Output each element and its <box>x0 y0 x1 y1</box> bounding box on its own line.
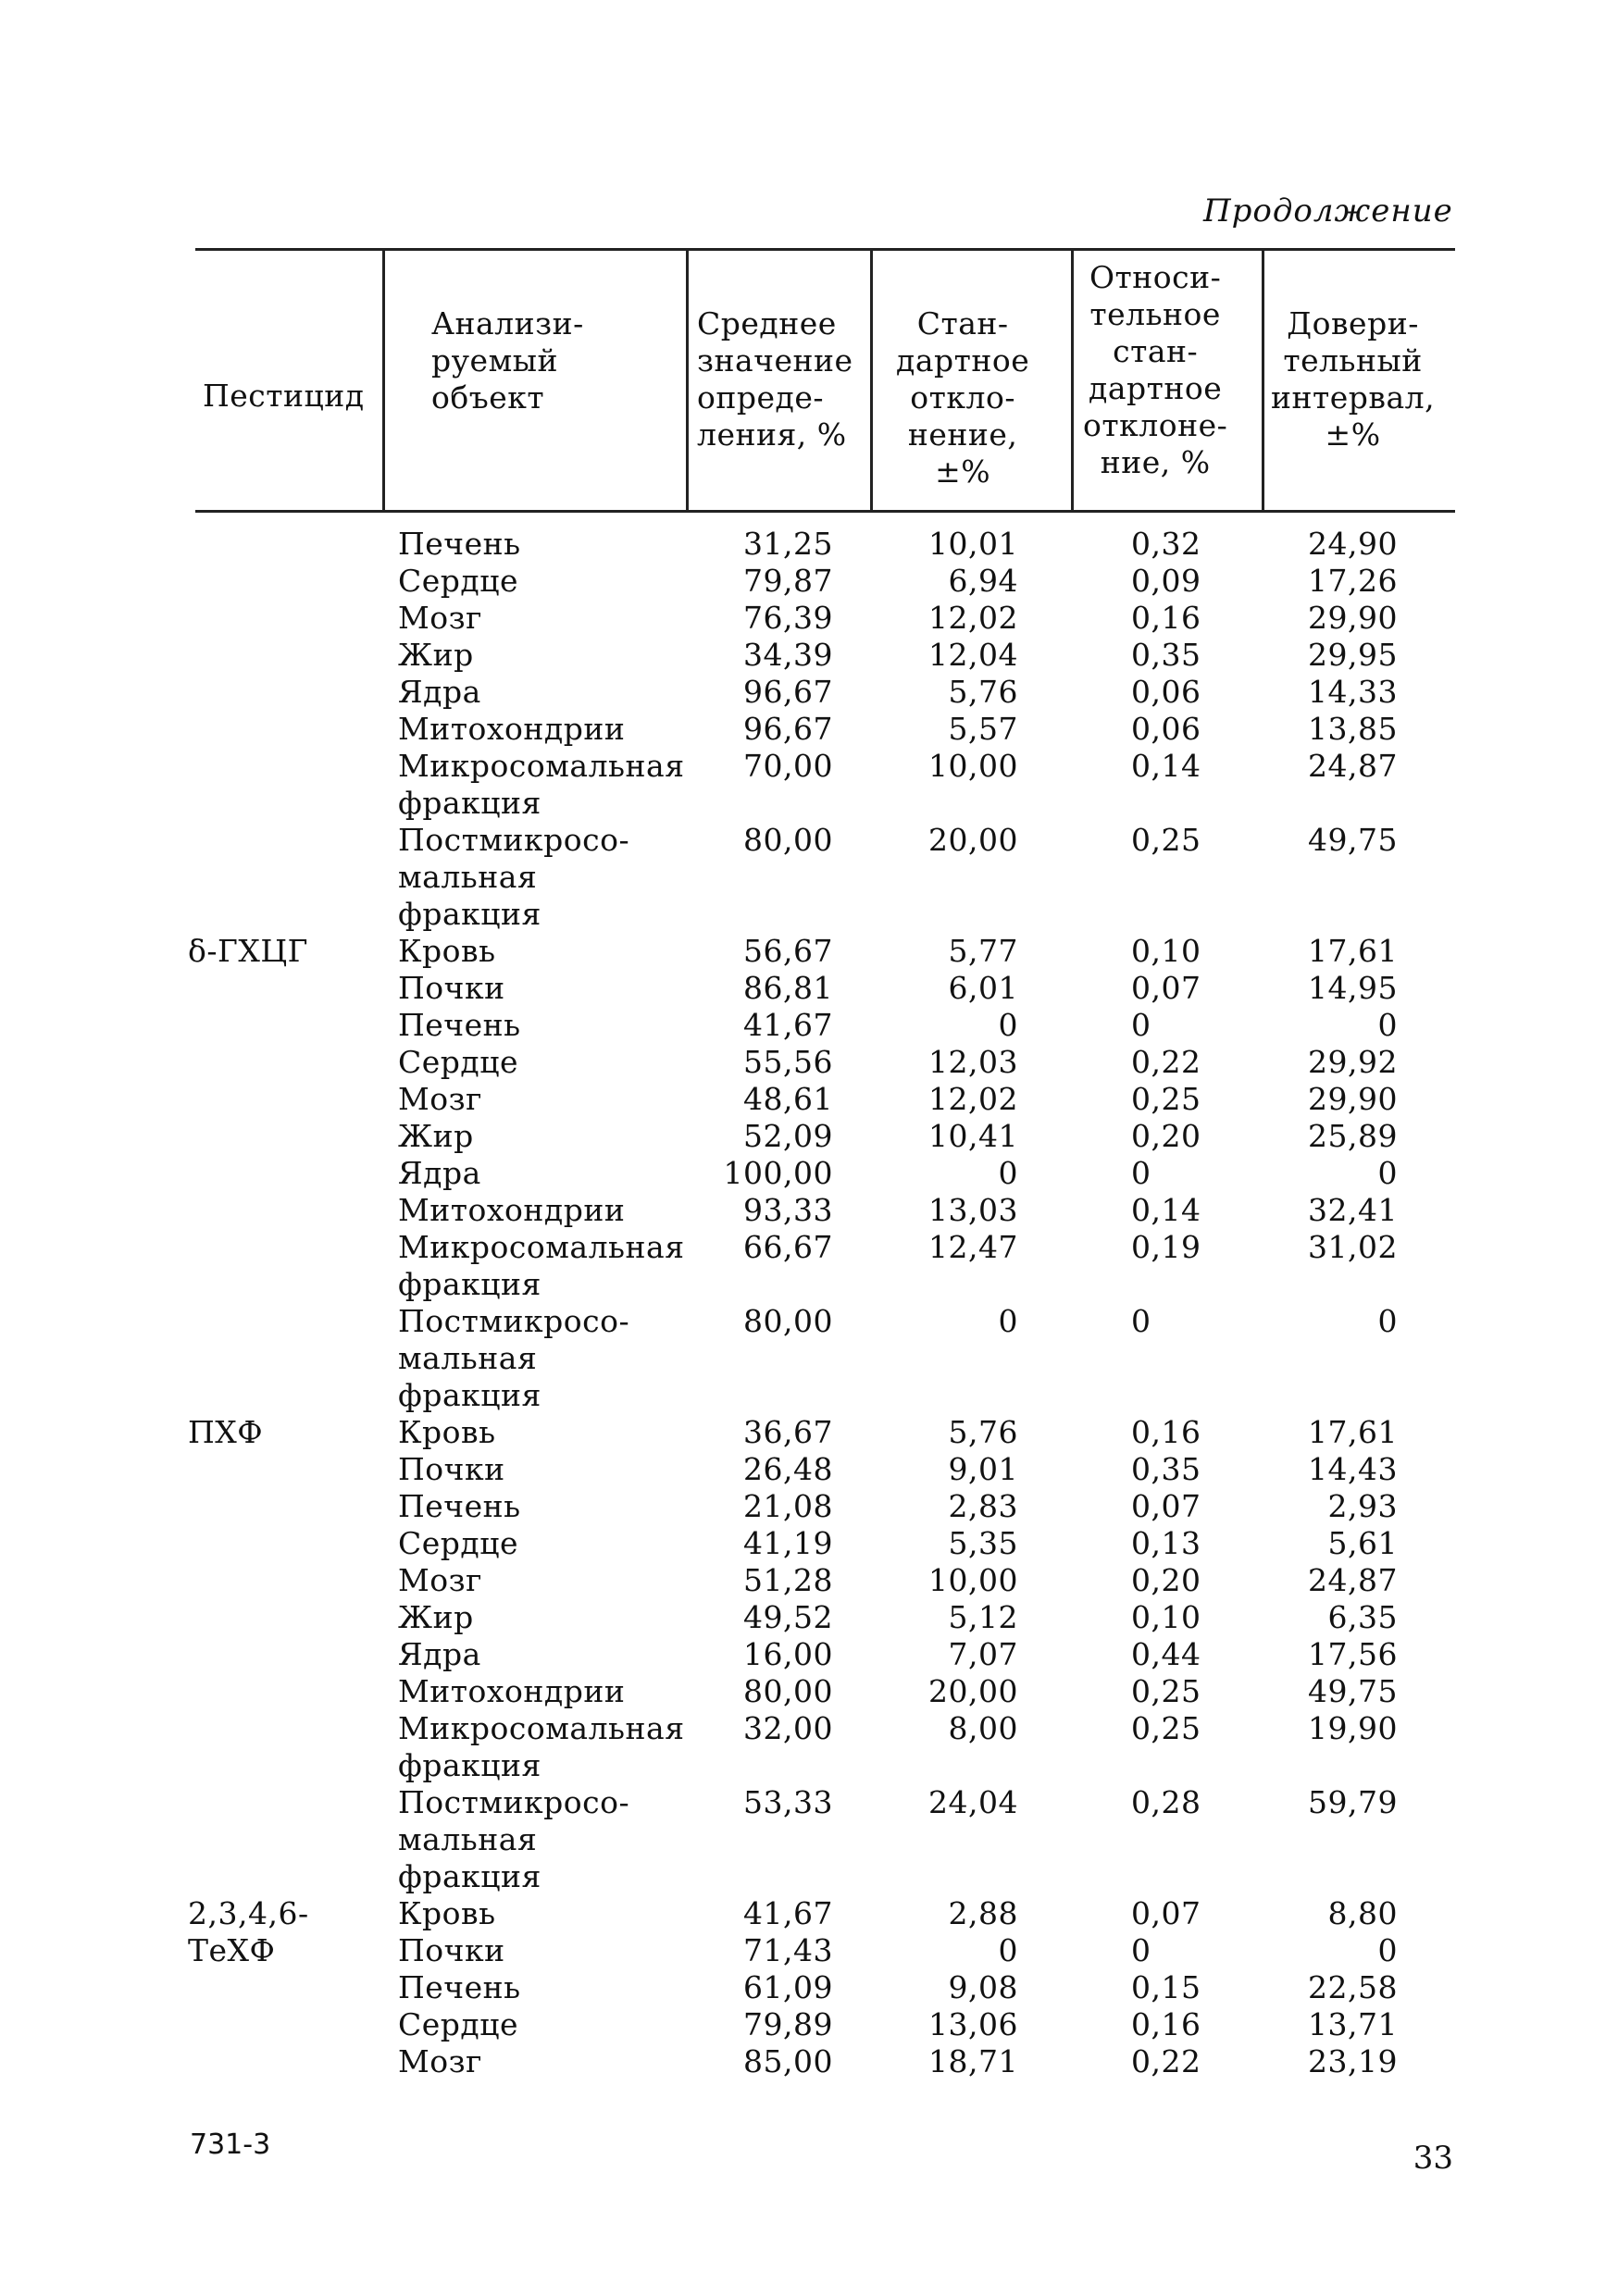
table-row <box>0 1710 1618 1784</box>
rsd-cell: 0 <box>1131 1155 1151 1191</box>
mean-cell: 21,08 <box>743 1488 833 1524</box>
sd-cell: 8,00 <box>948 1710 1018 1746</box>
object-cell: Постмикросо- мальная фракция <box>398 1784 630 1894</box>
mean-cell: 56,67 <box>743 933 833 969</box>
sd-cell: 5,76 <box>948 1414 1018 1450</box>
object-cell: Сердце <box>398 563 518 599</box>
mean-cell: 34,39 <box>743 637 833 673</box>
table-row <box>0 1303 1618 1414</box>
rsd-cell: 0,07 <box>1131 1895 1201 1931</box>
sd-cell: 10,00 <box>928 1562 1018 1598</box>
rsd-cell: 0,32 <box>1131 526 1201 562</box>
ci-cell: 22,58 <box>1308 1969 1398 2005</box>
ci-cell: 6,35 <box>1327 1599 1398 1635</box>
ci-cell: 17,26 <box>1308 563 1398 599</box>
ci-cell: 0 <box>1377 1007 1398 1043</box>
object-cell: Кровь <box>398 1414 496 1450</box>
rsd-cell: 0,06 <box>1131 674 1201 710</box>
rsd-cell: 0,16 <box>1131 600 1201 636</box>
mean-cell: 79,89 <box>743 2006 833 2042</box>
mean-cell: 70,00 <box>743 748 833 784</box>
mean-cell: 86,81 <box>743 970 833 1006</box>
ci-cell: 13,71 <box>1308 2006 1398 2042</box>
table-row <box>0 1525 1618 1562</box>
table-row <box>0 2006 1618 2043</box>
table-row <box>0 1451 1618 1488</box>
table-row <box>0 1414 1618 1451</box>
rsd-cell: 0,10 <box>1131 933 1201 969</box>
header-pesticide: Пестицид <box>203 378 365 414</box>
object-cell: Мозг <box>398 2043 482 2079</box>
object-cell: Мозг <box>398 1562 482 1598</box>
object-cell: Жир <box>398 1118 474 1154</box>
ci-cell: 8,80 <box>1327 1895 1398 1931</box>
sd-cell: 20,00 <box>928 1673 1018 1709</box>
ci-cell: 0 <box>1377 1155 1398 1191</box>
header-mean: Среднее значение опреде- ления, % <box>697 305 853 453</box>
sd-cell: 5,76 <box>948 674 1018 710</box>
pesticide-cell: ПХФ <box>188 1414 264 1450</box>
sd-cell: 10,01 <box>928 526 1018 562</box>
mean-cell: 32,00 <box>743 1710 833 1746</box>
ci-cell: 17,56 <box>1308 1636 1398 1672</box>
sd-cell: 5,77 <box>948 933 1018 969</box>
sd-cell: 0 <box>998 1007 1018 1043</box>
table-row <box>0 1673 1618 1710</box>
table-row <box>0 1229 1618 1303</box>
print-code: 731-3 <box>190 2128 271 2161</box>
sd-cell: 2,88 <box>948 1895 1018 1931</box>
ci-cell: 49,75 <box>1308 822 1398 858</box>
mean-cell: 31,25 <box>743 526 833 562</box>
ci-cell: 29,95 <box>1308 637 1398 673</box>
sd-cell: 0 <box>998 1303 1018 1339</box>
column-divider <box>1071 250 1074 512</box>
rsd-cell: 0,16 <box>1131 1414 1201 1450</box>
pesticide-cell: 2,3,4,6- <box>188 1895 309 1931</box>
rsd-cell: 0,09 <box>1131 563 1201 599</box>
mean-cell: 76,39 <box>743 600 833 636</box>
table-row <box>0 822 1618 933</box>
object-cell: Мозг <box>398 600 482 636</box>
sd-cell: 2,83 <box>948 1488 1018 1524</box>
column-divider <box>870 250 873 512</box>
mean-cell: 53,33 <box>743 1784 833 1820</box>
object-cell: Сердце <box>398 2006 518 2042</box>
object-cell: Митохондрии <box>398 1673 626 1709</box>
ci-cell: 14,95 <box>1308 970 1398 1006</box>
rsd-cell: 0,25 <box>1131 1081 1201 1117</box>
rsd-cell: 0,19 <box>1131 1229 1201 1265</box>
ci-cell: 29,92 <box>1308 1044 1398 1080</box>
object-cell: Печень <box>398 1007 521 1043</box>
object-cell: Кровь <box>398 933 496 969</box>
sd-cell: 12,02 <box>928 1081 1018 1117</box>
continuation-label: Продолжение <box>1203 192 1453 230</box>
ci-cell: 17,61 <box>1308 933 1398 969</box>
rsd-cell: 0,35 <box>1131 1451 1201 1487</box>
table-row <box>0 1932 1618 1969</box>
mean-cell: 41,67 <box>743 1895 833 1931</box>
rsd-cell: 0,20 <box>1131 1118 1201 1154</box>
ci-cell: 0 <box>1377 1932 1398 1968</box>
table-row <box>0 748 1618 822</box>
mean-cell: 48,61 <box>743 1081 833 1117</box>
object-cell: Почки <box>398 1451 505 1487</box>
sd-cell: 6,01 <box>948 970 1018 1006</box>
sd-cell: 5,12 <box>948 1599 1018 1635</box>
rsd-cell: 0,14 <box>1131 748 1201 784</box>
object-cell: Ядра <box>398 1155 481 1191</box>
object-cell: Митохондрии <box>398 711 626 747</box>
column-divider <box>382 250 385 512</box>
object-cell: Кровь <box>398 1895 496 1931</box>
ci-cell: 59,79 <box>1308 1784 1398 1820</box>
sd-cell: 7,07 <box>948 1636 1018 1672</box>
rsd-cell: 0,25 <box>1131 822 1201 858</box>
ci-cell: 24,87 <box>1308 748 1398 784</box>
ci-cell: 29,90 <box>1308 1081 1398 1117</box>
rsd-cell: 0,06 <box>1131 711 1201 747</box>
mean-cell: 80,00 <box>743 1303 833 1339</box>
rsd-cell: 0,35 <box>1131 637 1201 673</box>
object-cell: Почки <box>398 1932 505 1968</box>
object-cell: Сердце <box>398 1044 518 1080</box>
sd-cell: 24,04 <box>928 1784 1018 1820</box>
sd-cell: 20,00 <box>928 822 1018 858</box>
rsd-cell: 0,07 <box>1131 1488 1201 1524</box>
mean-cell: 80,00 <box>743 822 833 858</box>
header-relative-sd: Относи- тельное стан- дартное отклоне- ние, % <box>1083 259 1228 480</box>
rsd-cell: 0,15 <box>1131 1969 1201 2005</box>
table-row <box>0 1155 1618 1192</box>
mean-cell: 96,67 <box>743 674 833 710</box>
rsd-cell: 0,07 <box>1131 970 1201 1006</box>
table-row <box>0 1599 1618 1636</box>
ci-cell: 23,19 <box>1308 2043 1398 2079</box>
rsd-cell: 0,25 <box>1131 1673 1201 1709</box>
mean-cell: 52,09 <box>743 1118 833 1154</box>
table-body <box>0 526 1618 2080</box>
object-cell: Печень <box>398 1969 521 2005</box>
rsd-cell: 0 <box>1131 1007 1151 1043</box>
sd-cell: 5,35 <box>948 1525 1018 1561</box>
ci-cell: 19,90 <box>1308 1710 1398 1746</box>
object-cell: Ядра <box>398 1636 481 1672</box>
object-cell: Микросомальная фракция <box>398 1229 685 1302</box>
object-cell: Печень <box>398 1488 521 1524</box>
table-row <box>0 2043 1618 2080</box>
ci-cell: 17,61 <box>1308 1414 1398 1450</box>
rsd-cell: 0 <box>1131 1932 1151 1968</box>
mean-cell: 93,33 <box>743 1192 833 1228</box>
sd-cell: 10,00 <box>928 748 1018 784</box>
sd-cell: 6,94 <box>948 563 1018 599</box>
table-row <box>0 1636 1618 1673</box>
table-row <box>0 1007 1618 1044</box>
mean-cell: 26,48 <box>743 1451 833 1487</box>
ci-cell: 25,89 <box>1308 1118 1398 1154</box>
mean-cell: 61,09 <box>743 1969 833 2005</box>
table-row <box>0 1969 1618 2006</box>
sd-cell: 9,08 <box>948 1969 1018 2005</box>
rsd-cell: 0,13 <box>1131 1525 1201 1561</box>
rsd-cell: 0,14 <box>1131 1192 1201 1228</box>
rsd-cell: 0,22 <box>1131 1044 1201 1080</box>
table-row <box>0 1192 1618 1229</box>
rsd-cell: 0,20 <box>1131 1562 1201 1598</box>
table-row <box>0 1081 1618 1118</box>
rsd-cell: 0,28 <box>1131 1784 1201 1820</box>
sd-cell: 13,06 <box>928 2006 1018 2042</box>
ci-cell: 14,33 <box>1308 674 1398 710</box>
ci-cell: 2,93 <box>1327 1488 1398 1524</box>
column-divider <box>1262 250 1264 512</box>
ci-cell: 24,87 <box>1308 1562 1398 1598</box>
object-cell: Постмикросо- мальная фракция <box>398 1303 630 1413</box>
table-row <box>0 1895 1618 1932</box>
sd-cell: 13,03 <box>928 1192 1018 1228</box>
table-row <box>0 674 1618 711</box>
mean-cell: 85,00 <box>743 2043 833 2079</box>
header-standard-deviation: Стан- дартное откло- нение, ±% <box>896 305 1030 490</box>
pesticide-cell: δ-ГХЦГ <box>188 933 308 969</box>
sd-cell: 12,02 <box>928 600 1018 636</box>
mean-cell: 96,67 <box>743 711 833 747</box>
table-row <box>0 1044 1618 1081</box>
table-row <box>0 600 1618 637</box>
sd-cell: 9,01 <box>948 1451 1018 1487</box>
ci-cell: 49,75 <box>1308 1673 1398 1709</box>
object-cell: Микросомальная фракция <box>398 748 685 821</box>
ci-cell: 13,85 <box>1308 711 1398 747</box>
table-row <box>0 526 1618 563</box>
rsd-cell: 0,16 <box>1131 2006 1201 2042</box>
object-cell: Ядра <box>398 674 481 710</box>
mean-cell: 36,67 <box>743 1414 833 1450</box>
mean-cell: 49,52 <box>743 1599 833 1635</box>
table-row <box>0 1488 1618 1525</box>
ci-cell: 31,02 <box>1308 1229 1398 1265</box>
rsd-cell: 0 <box>1131 1303 1151 1339</box>
rsd-cell: 0,44 <box>1131 1636 1201 1672</box>
rsd-cell: 0,10 <box>1131 1599 1201 1635</box>
header-object: Анализи- руемый объект <box>431 305 584 416</box>
sd-cell: 0 <box>998 1932 1018 1968</box>
mean-cell: 41,19 <box>743 1525 833 1561</box>
sd-cell: 5,57 <box>948 711 1018 747</box>
table-row <box>0 933 1618 970</box>
rsd-cell: 0,25 <box>1131 1710 1201 1746</box>
ci-cell: 24,90 <box>1308 526 1398 562</box>
table-row <box>0 1784 1618 1895</box>
object-cell: Почки <box>398 970 505 1006</box>
object-cell: Печень <box>398 526 521 562</box>
table-row <box>0 1562 1618 1599</box>
table-row <box>0 711 1618 748</box>
pesticide-cell: ТеХФ <box>188 1932 276 1968</box>
ci-cell: 29,90 <box>1308 600 1398 636</box>
sd-cell: 0 <box>998 1155 1018 1191</box>
sd-cell: 10,41 <box>928 1118 1018 1154</box>
sd-cell: 12,03 <box>928 1044 1018 1080</box>
object-cell: Мозг <box>398 1081 482 1117</box>
mean-cell: 100,00 <box>723 1155 833 1191</box>
rsd-cell: 0,22 <box>1131 2043 1201 2079</box>
object-cell: Митохондрии <box>398 1192 626 1228</box>
mean-cell: 51,28 <box>743 1562 833 1598</box>
mean-cell: 41,67 <box>743 1007 833 1043</box>
mean-cell: 71,43 <box>743 1932 833 1968</box>
object-cell: Постмикросо- мальная фракция <box>398 822 630 932</box>
ci-cell: 14,43 <box>1308 1451 1398 1487</box>
mean-cell: 79,87 <box>743 563 833 599</box>
mean-cell: 66,67 <box>743 1229 833 1265</box>
object-cell: Жир <box>398 637 474 673</box>
sd-cell: 12,47 <box>928 1229 1018 1265</box>
object-cell: Сердце <box>398 1525 518 1561</box>
header-confidence-interval: Довери- тельный интервал, ±% <box>1271 305 1436 453</box>
sd-cell: 18,71 <box>928 2043 1018 2079</box>
ci-cell: 32,41 <box>1308 1192 1398 1228</box>
sd-cell: 12,04 <box>928 637 1018 673</box>
page-number: 33 <box>1413 2140 1453 2177</box>
column-divider <box>686 250 689 512</box>
table-row <box>0 637 1618 674</box>
mean-cell: 16,00 <box>743 1636 833 1672</box>
table-row <box>0 970 1618 1007</box>
object-cell: Жир <box>398 1599 474 1635</box>
ci-cell: 0 <box>1377 1303 1398 1339</box>
table-row <box>0 563 1618 600</box>
ci-cell: 5,61 <box>1327 1525 1398 1561</box>
mean-cell: 80,00 <box>743 1673 833 1709</box>
object-cell: Микросомальная фракция <box>398 1710 685 1783</box>
mean-cell: 55,56 <box>743 1044 833 1080</box>
table-row <box>0 1118 1618 1155</box>
